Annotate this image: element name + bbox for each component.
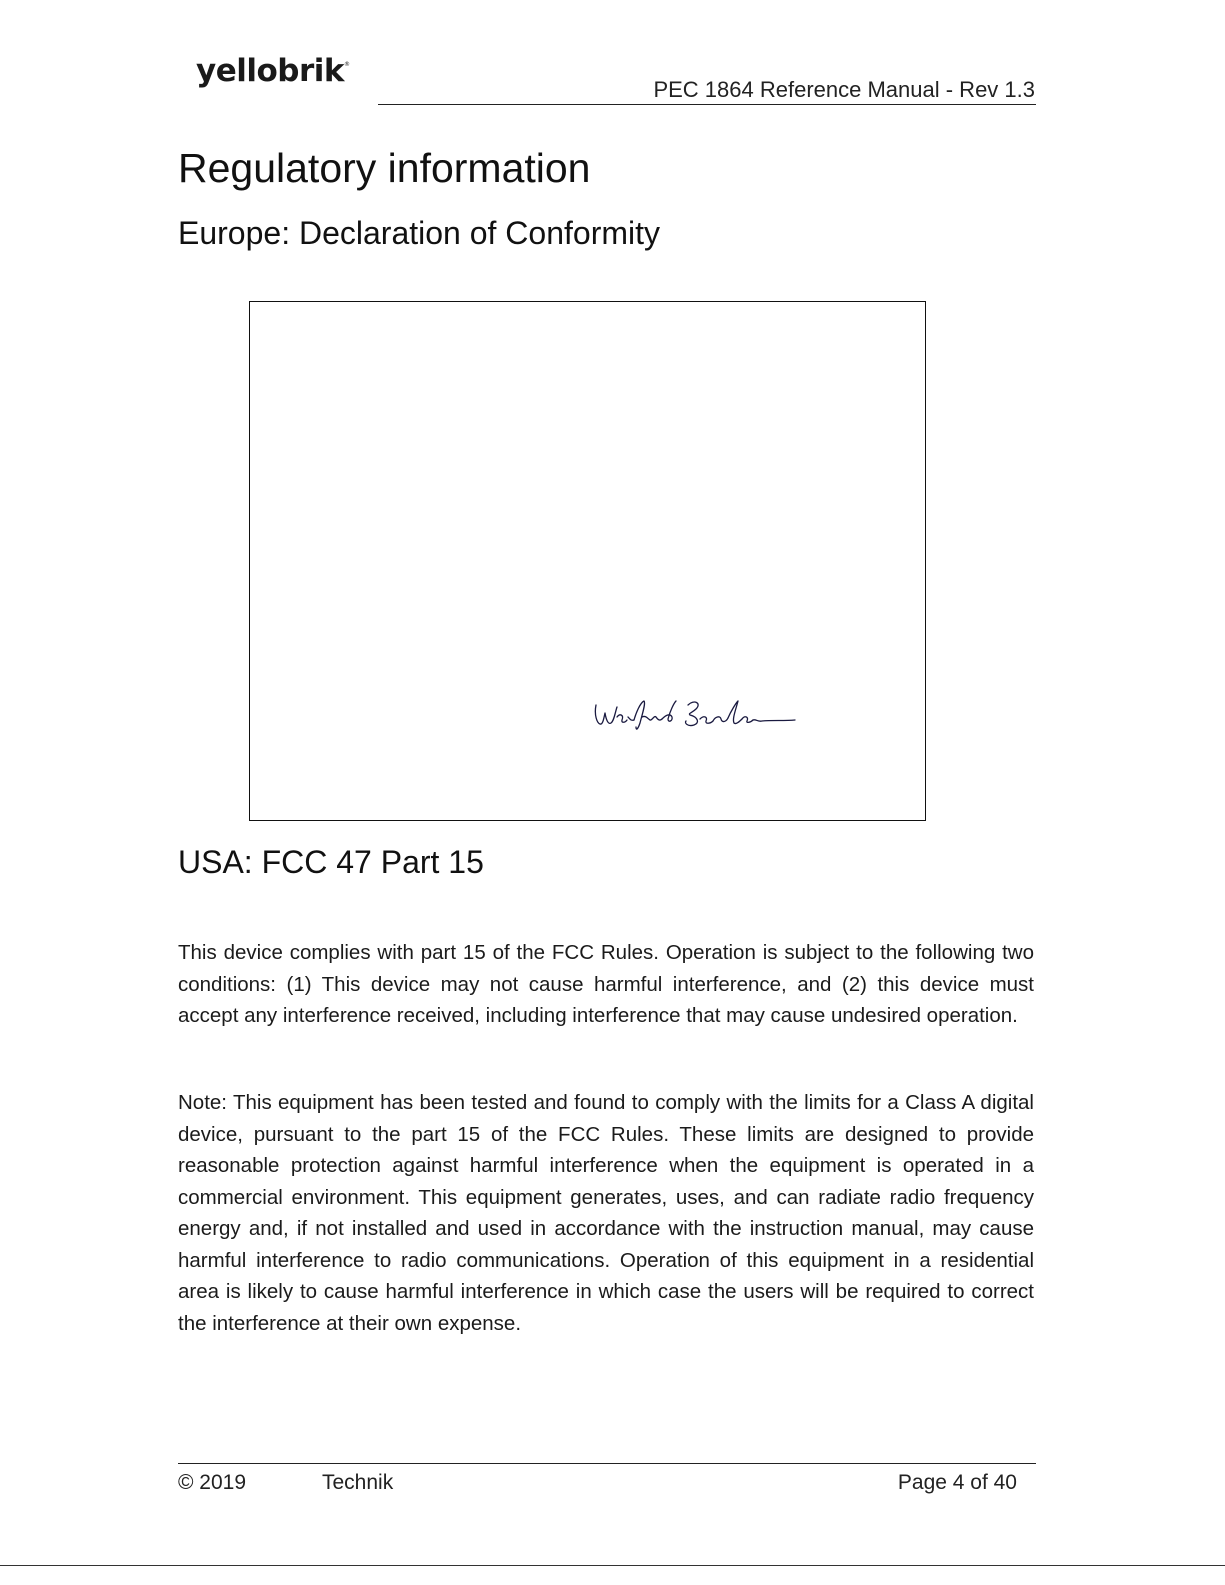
europe-heading: Europe: Declaration of Conformity <box>178 215 660 251</box>
footer-company: Technik <box>322 1471 394 1494</box>
page-title: Regulatory information <box>178 145 591 191</box>
footer-divider <box>178 1463 1036 1464</box>
signature-icon <box>590 693 800 735</box>
brand-logo <box>196 53 350 89</box>
usa-heading: USA: FCC 47 Part 15 <box>178 844 484 880</box>
logo-text: yellobrik <box>196 53 345 89</box>
footer-page-number: Page 4 of 40 <box>897 1471 1017 1494</box>
manual-title: PEC 1864 Reference Manual - Rev 1.3 <box>653 77 1035 102</box>
fcc-class-a-note-paragraph: Note: This equipment has been tested and found to comply with the limits for a Class A digital device, pursuant to the part 15 of the FCC Rules. These limits are designed to provide reasonable protection against harmful interference when the equipment is operated in a commercial environment. This equipment generates, uses, and can radiate radio frequency energy and, if not installed and used in accordance with the instruction manual, may cause harmful interference to radio communications. Operation of this equipment in a residential area is likely to cause harmful interference in which case the users will be required to correct the interference at their own expense. <box>178 1091 1034 1335</box>
declaration-of-conformity-frame <box>249 301 926 821</box>
footer-copyright: © 2019 <box>178 1471 247 1494</box>
logo-registered-mark: ® <box>344 61 350 68</box>
fcc-compliance-paragraph: This device complies with part 15 of the FCC Rules. Operation is subject to the following two conditions: (1) This device may not cause harmful interference, and (2) this device must accept any interference received, including interference that may cause undesired operation. <box>178 941 1034 1027</box>
header-divider <box>378 104 1036 105</box>
page-bottom-edge <box>0 1565 1225 1566</box>
